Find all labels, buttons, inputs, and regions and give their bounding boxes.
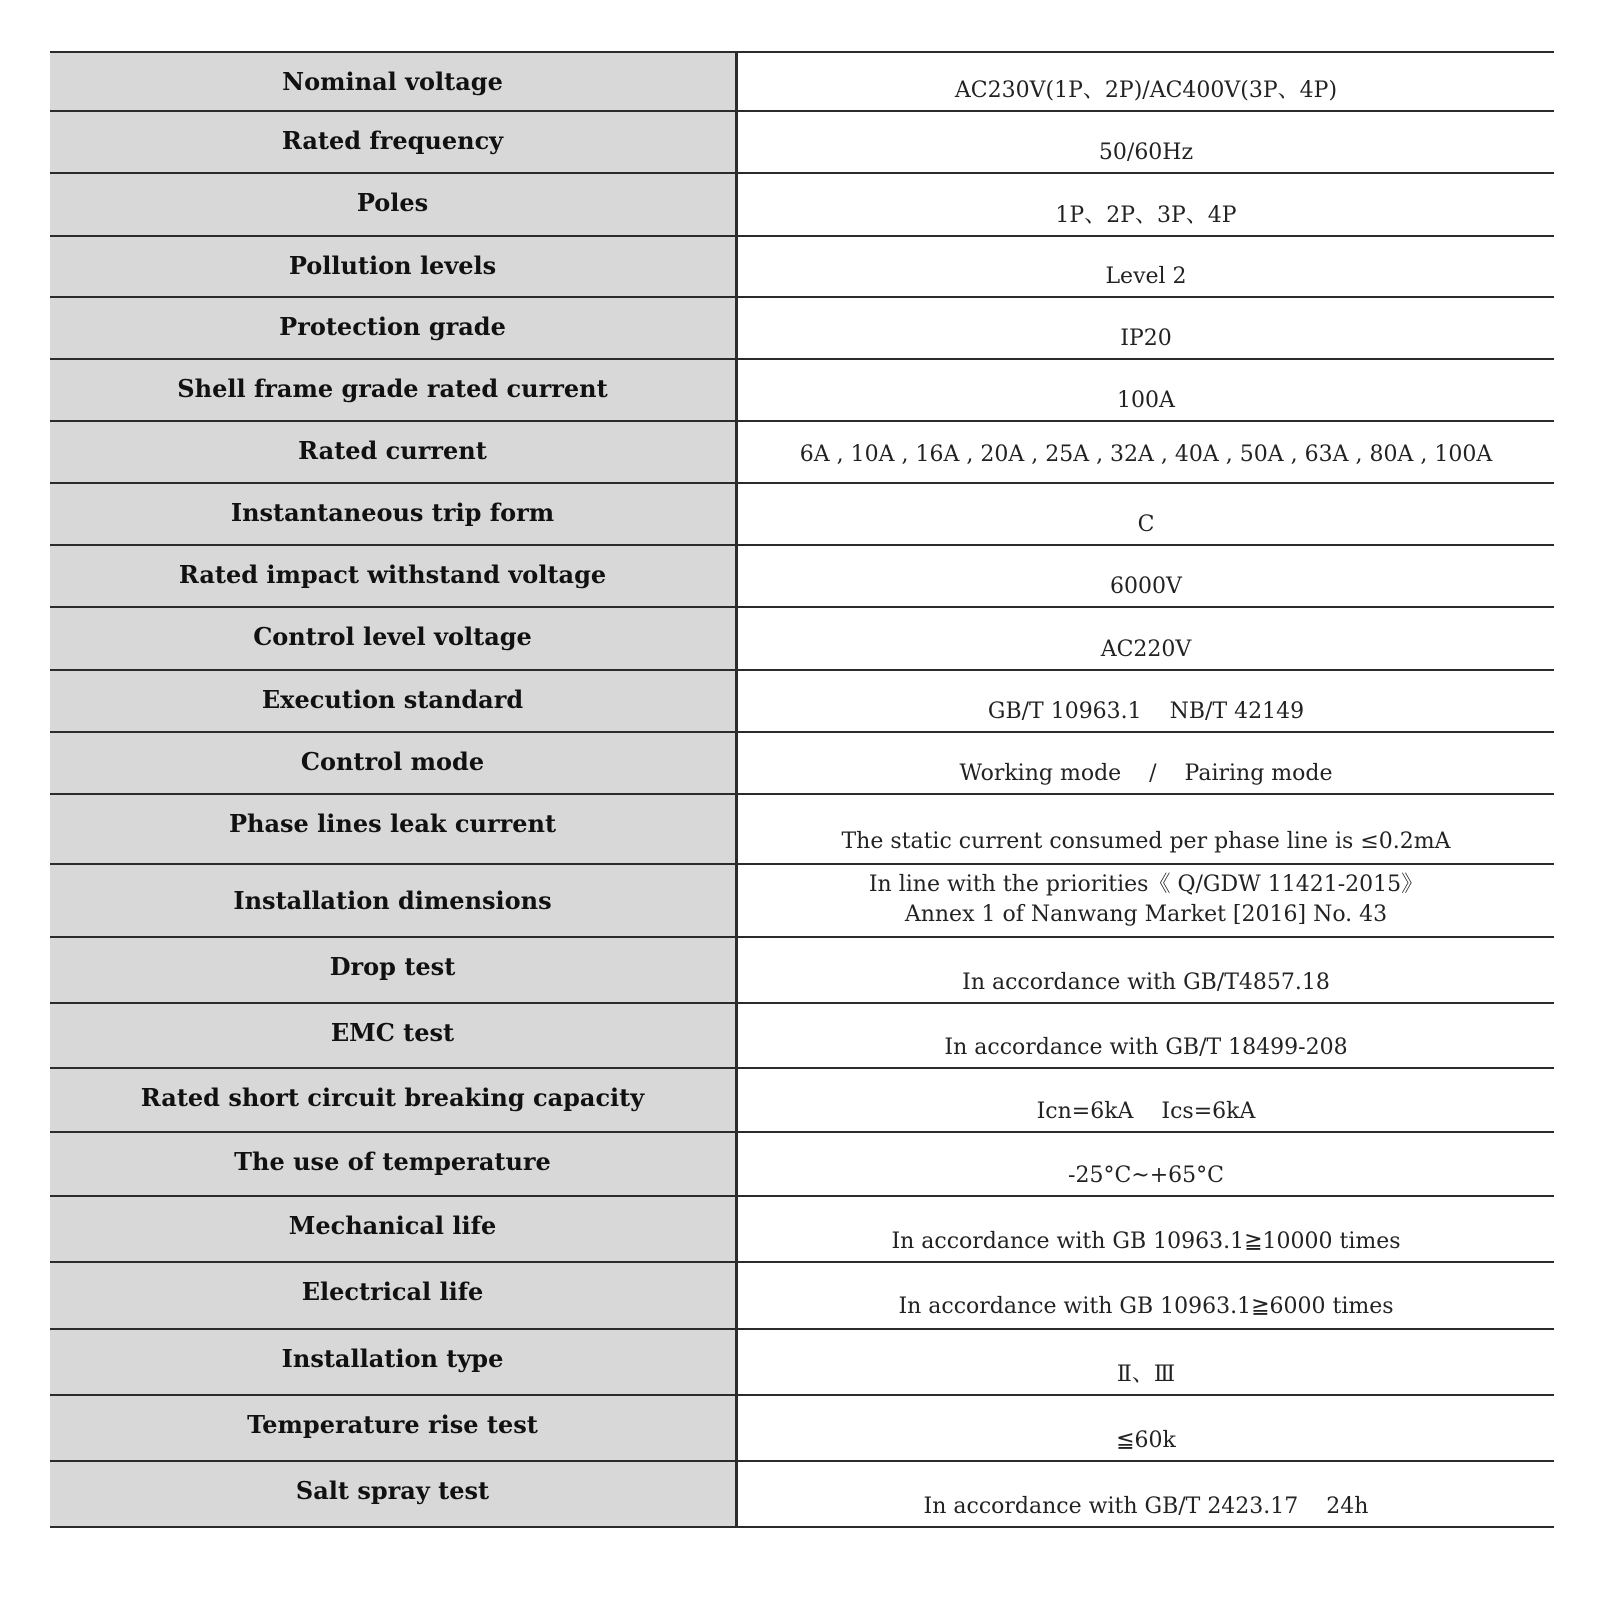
spec-label: Poles [50,174,738,235]
spec-value-cell [738,1263,1554,1328]
spec-value: IP20 [1120,326,1172,351]
spec-value: Icn=6kA Ics=6kA [1036,1099,1256,1124]
spec-value: 1P、2P、3P、4P [1055,203,1237,228]
spec-value: AC230V(1P、2P)/AC400V(3P、4P) [954,78,1338,103]
spec-value: In accordance with GB/T 18499-208 [944,1035,1348,1060]
spec-value-cell [738,1462,1554,1526]
spec-row-use-temperature [50,1133,1554,1197]
spec-value-cell [738,174,1554,235]
spec-value: AC220V [1100,637,1192,662]
spec-row-installation-dimensions [50,865,1554,938]
spec-label: Salt spray test [50,1462,738,1526]
spec-label: Rated short circuit breaking capacity [50,1069,738,1131]
spec-value-cell [738,484,1554,544]
spec-value-cell [738,733,1554,793]
spec-value-cell [738,112,1554,172]
spec-value: In accordance with GB 10963.1≧10000 times [891,1229,1401,1254]
spec-value: In accordance with GB/T 2423.17 24h [923,1494,1369,1519]
spec-row-salt-spray-test [50,1462,1554,1528]
spec-value: 6000V [1110,574,1182,599]
spec-row-emc-test [50,1004,1554,1069]
spec-value: GB/T 10963.1 NB/T 42149 [987,699,1305,724]
spec-row-rated-current [50,422,1554,484]
spec-value-cell [738,671,1554,731]
spec-value-cell [738,865,1554,936]
spec-label: Nominal voltage [50,53,738,110]
spec-label: Mechanical life [50,1197,738,1261]
spec-row-control-level-voltage [50,608,1554,671]
spec-row-phase-leak-current [50,795,1554,865]
spec-label: Drop test [50,938,738,1002]
spec-label: Rated impact withstand voltage [50,546,738,606]
spec-label: Rated current [50,422,738,482]
spec-value: Ⅱ、Ⅲ [1116,1362,1176,1387]
spec-value: In line with the priorities《 Q/GDW 11421-2015》 [868,871,1424,897]
spec-row-pollution-levels [50,237,1554,298]
spec-label: Phase lines leak current [50,795,738,863]
spec-label: Execution standard [50,671,738,731]
spec-row-impact-withstand-voltage [50,546,1554,608]
spec-label: Shell frame grade rated current [50,360,738,420]
spec-row-poles [50,174,1554,237]
spec-value-cell [738,298,1554,358]
spec-row-electrical-life [50,1263,1554,1330]
spec-row-mechanical-life [50,1197,1554,1263]
spec-row-rated-frequency [50,112,1554,174]
spec-value-cell [738,1396,1554,1460]
spec-value-cell [738,360,1554,420]
spec-value: 100A [1117,388,1175,413]
spec-row-shell-frame-current [50,360,1554,422]
spec-value-cell [738,1330,1554,1394]
spec-label: Temperature rise test [50,1396,738,1460]
spec-value-cell [738,1069,1554,1131]
spec-row-temperature-rise-test [50,1396,1554,1462]
spec-row-protection-grade [50,298,1554,360]
spec-value-cell [738,546,1554,606]
spec-value: 50/60Hz [1098,140,1194,165]
spec-value: In accordance with GB 10963.1≧6000 times [898,1294,1394,1319]
spec-label: Installation dimensions [50,865,738,936]
spec-value-cell [738,1133,1554,1195]
spec-value-cell [738,1004,1554,1067]
spec-label: EMC test [50,1004,738,1067]
spec-value-line-2: Annex 1 of Nanwang Market [2016] No. 43 [904,901,1388,927]
spec-row-nominal-voltage [50,51,1554,112]
spec-label: Installation type [50,1330,738,1394]
spec-row-instantaneous-trip-form [50,484,1554,546]
spec-value-cell [738,53,1554,110]
spec-label: Protection grade [50,298,738,358]
spec-row-installation-type [50,1330,1554,1396]
spec-label: Rated frequency [50,112,738,172]
spec-label: Instantaneous trip form [50,484,738,544]
spec-value-cell [738,938,1554,1002]
spec-label: Electrical life [50,1263,738,1328]
spec-value-cell [738,1197,1554,1261]
spec-value-cell [738,422,1554,482]
spec-value: Working mode / Pairing mode [959,761,1333,786]
spec-value: The static current consumed per phase line is ≤0.2mA [841,829,1451,854]
spec-value-cell [738,795,1554,863]
spec-label: The use of temperature [50,1133,738,1195]
spec-row-breaking-capacity [50,1069,1554,1133]
spec-value: ≦60k [1116,1428,1176,1453]
spec-table [50,51,1554,1528]
spec-label: Control level voltage [50,608,738,669]
spec-value-cell [738,608,1554,669]
spec-row-control-mode [50,733,1554,795]
spec-label: Control mode [50,733,738,793]
spec-value: In accordance with GB/T4857.18 [962,970,1330,995]
spec-row-drop-test [50,938,1554,1004]
spec-label: Pollution levels [50,237,738,296]
spec-value: -25°C~+65°C [1068,1163,1224,1188]
spec-value: C [1137,512,1155,537]
spec-value: Level 2 [1105,264,1187,289]
spec-row-execution-standard [50,671,1554,733]
spec-value-cell [738,237,1554,296]
spec-value: 6A , 10A , 16A , 20A , 25A , 32A , 40A , 50A , 63A , 80A , 100A [799,442,1493,467]
